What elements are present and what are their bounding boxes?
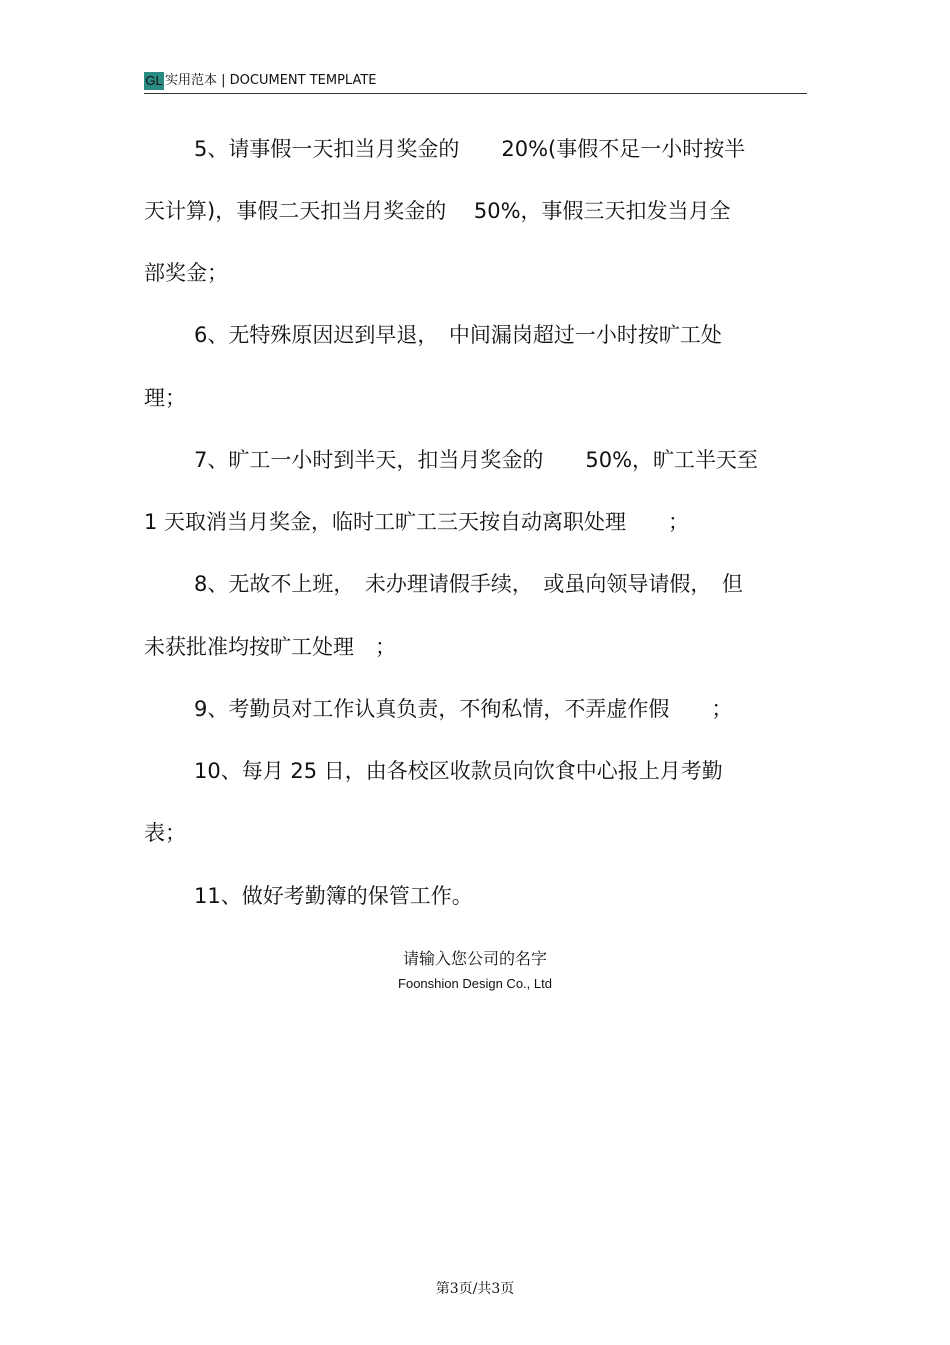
paragraph-line: 6、无特殊原因迟到早退， 中间漏岗超过一小时按旷工处 <box>194 323 722 347</box>
company-name-en: Foonshion Design Co., Ltd <box>398 976 552 991</box>
paragraph-line: 未获批准均按旷工处理 ； <box>144 635 396 659</box>
paragraph-line: 10、每月 25 日，由各校区收款员向饮食中心报上月考勤 <box>194 759 723 783</box>
paragraph-line: 表； <box>144 821 186 845</box>
header-title: 实用范本 | DOCUMENT TEMPLATE <box>165 73 377 88</box>
paragraph-line: 7、旷工一小时到半天，扣当月奖金的 50%，旷工半天至 <box>194 448 759 472</box>
paragraph-line: 5、请事假一天扣当月奖金的 20%(事假不足一小时按半 <box>194 137 746 161</box>
paragraph-line: 1 天取消当月奖金，临时工旷工三天按自动离职处理 ； <box>144 510 690 534</box>
paragraph-line: 天计算)，事假二天扣当月奖金的 50%，事假三天扣发当月全 <box>144 199 731 223</box>
paragraph-line: 9、考勤员对工作认真负责，不徇私情，不弄虚作假 ； <box>194 697 733 721</box>
page-number: 第3页/共3页 <box>435 1281 515 1297</box>
logo-badge: GL <box>145 73 163 88</box>
page-header <box>144 68 807 94</box>
company-name-cn: 请输入您公司的名字 <box>402 949 547 968</box>
paragraph-line: 11、做好考勤簿的保管工作。 <box>194 884 473 908</box>
paragraph-line: 部奖金； <box>144 261 228 285</box>
paragraph-line: 理； <box>144 386 186 410</box>
paragraph-line: 8、无故不上班， 未办理请假手续， 或虽向领导请假， 但 <box>194 572 743 596</box>
